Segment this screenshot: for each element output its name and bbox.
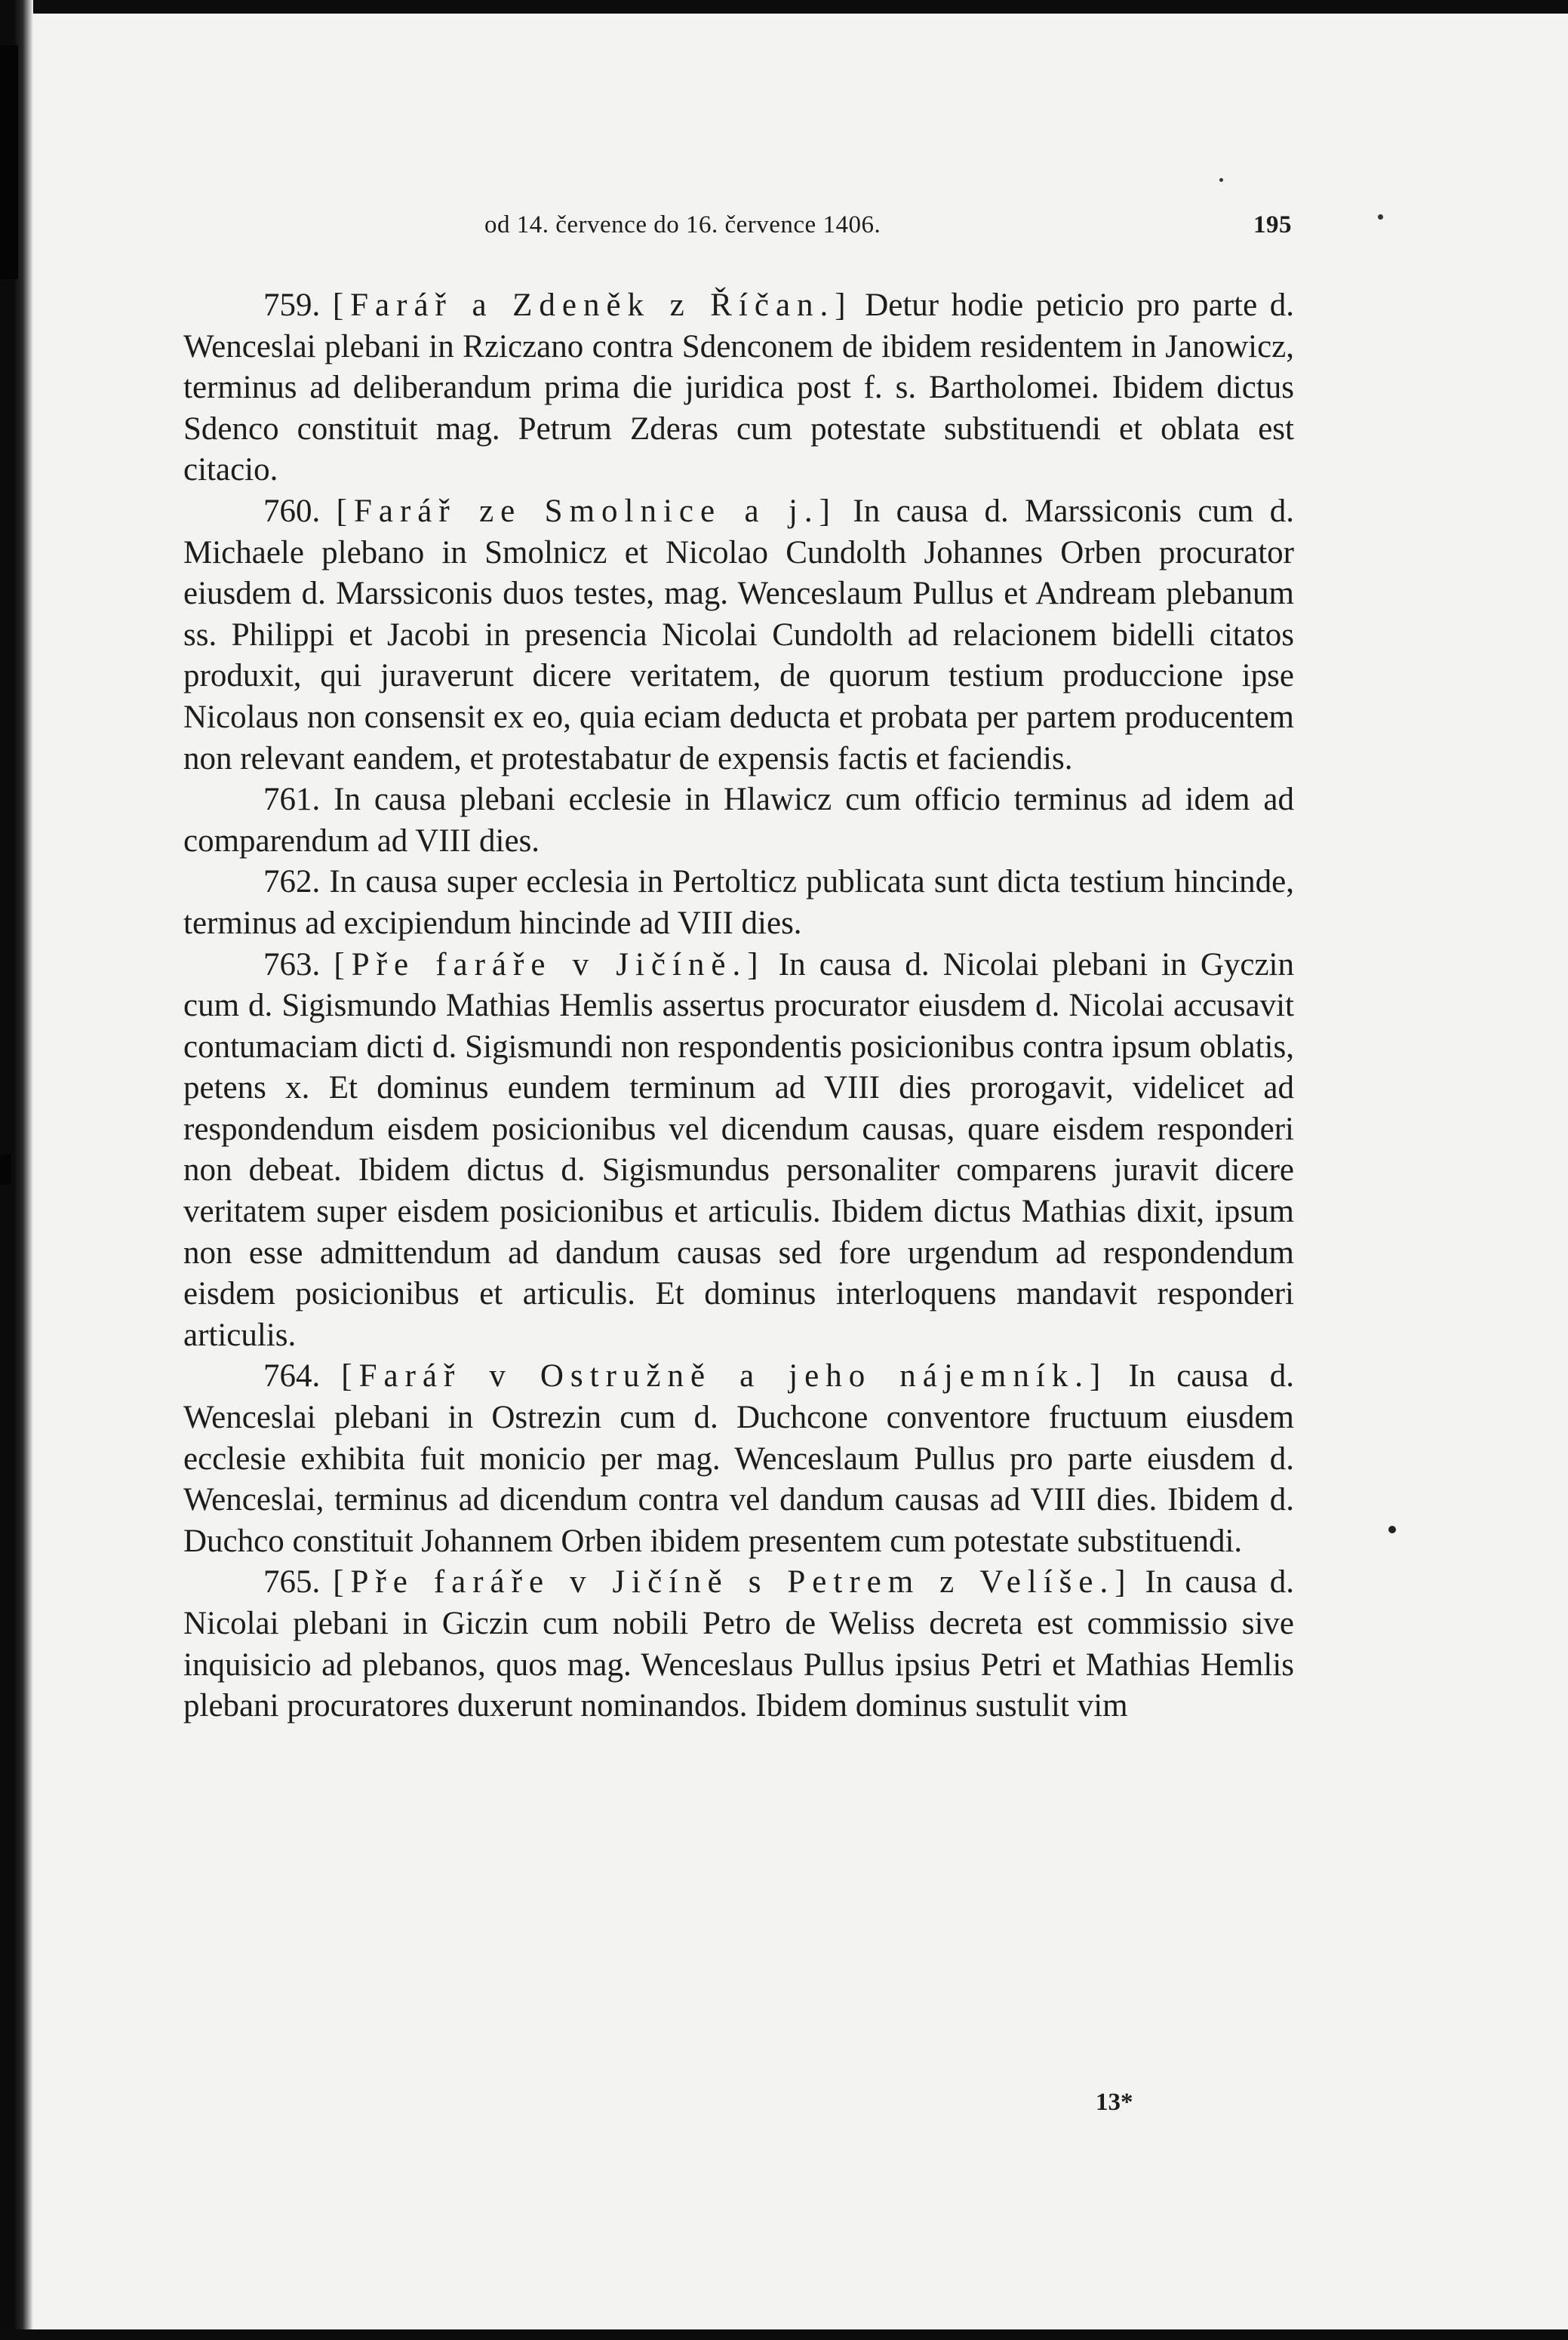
- main-text: [183, 285, 1294, 1727]
- scan-speck: [1378, 214, 1383, 220]
- entry-text: In causa d. Wenceslai plebani in Ostrezin cum d. Duchcone conventore fructuum eiusdem ecclesie exhibita fuit monicio per mag. Wenceslaum Pullus pro parte eiusdem d. Wenceslai, terminus ad dicendum contra vel dandum causas ad VIII dies. Ibidem d. Duchco constituit Johannem Orben ibidem presentem cum potestate substituendi.: [183, 1358, 1295, 1559]
- entry-number: 763.: [263, 946, 321, 982]
- signature-mark: 13*: [1096, 2089, 1133, 2116]
- scan-speck: [1388, 1526, 1396, 1533]
- entry-number: 759.: [263, 288, 321, 323]
- scan-binding-mark: [0, 1155, 11, 1185]
- entry-text: In causa super ecclesia in Pertolticz publicata sunt dicta testium hincinde, terminus ad excipiendum hincinde ad VIII dies.: [183, 864, 1295, 941]
- entry-765: [183, 1562, 1294, 1727]
- page-number: 195: [1253, 211, 1292, 238]
- entry-heading: [Pře faráře v Jičíně s Petrem z Velíše.]: [333, 1564, 1133, 1600]
- entry-number: 764.: [263, 1358, 321, 1394]
- entry-759: [183, 285, 1294, 491]
- entry-764: [183, 1356, 1294, 1562]
- entry-763: [183, 945, 1294, 1357]
- entry-number: 761.: [263, 782, 321, 818]
- entry-heading: [Farář v Ostružně a jeho nájemník.]: [341, 1358, 1108, 1394]
- running-head: [453, 210, 1298, 240]
- entry-text: In causa plebani ecclesie in Hlawicz cum officio terminus ad idem ad comparendum ad VIII dies.: [183, 782, 1294, 859]
- entry-heading: [Pře faráře v Jičíně.]: [334, 946, 765, 982]
- running-head-title: od 14. července do 16. července 1406.: [484, 211, 881, 238]
- entry-text: Detur hodie peticio pro parte d. Wenceslai plebani in Rziczano contra Sdenconem de ibidem residentem in Janowicz, terminus ad deliberandum prima die juridica post f. s. Bartholomei. Ibidem dictus Sdenco constituit mag. Petrum Zderas cum potestate substituendi et oblata est citacio.: [183, 288, 1294, 488]
- scan-border-top: [0, 0, 1568, 14]
- scan-binding-shadow: [0, 45, 18, 279]
- entry-heading: [Farář a Zdeněk z Říčan.]: [332, 288, 853, 323]
- scan-speck: [1219, 178, 1223, 182]
- entry-760: [183, 491, 1294, 779]
- entry-762: [183, 862, 1294, 944]
- scan-border-bottom: [0, 2329, 1568, 2340]
- entry-text: In causa d. Nicolai plebani in Gyczin cum d. Sigismundo Mathias Hemlis assertus procurator eiusdem d. Nicolai accusavit contumaciam dicti d. Sigismundi non respondentis posicionibus contra ipsum oblatis, petens x. Et dominus eundem terminum ad VIII dies prorogavit, videlicet ad respondendum eisdem posicionibus vel dicendum causas, quare eisdem responderi non debeat. Ibidem dictus d. Sigismundus personaliter comparens juravit dicere veritatem super eisdem posicionibus et articulis. Ibidem dictus Mathias dixit, ipsum non esse admittendum ad dandum causas sed fore urgendum ad respondendum eisdem posicionibus et articulis. Et dominus interloquens mandavit responderi articulis.: [183, 946, 1294, 1353]
- entry-heading: [Farář ze Smolnice a j.]: [336, 493, 837, 529]
- entry-761: [183, 779, 1294, 862]
- entry-text: In causa d. Nicolai plebani in Giczin cum nobili Petro de Weliss decreta est commissio sive inquisicio ad plebanos, quos mag. Wenceslaus Pullus ipsius Petri et Mathias Hemlis plebani procuratores duxerunt nominandos. Ibidem dominus sustulit vim: [183, 1564, 1295, 1724]
- entry-number: 760.: [263, 493, 321, 529]
- entry-text: In causa d. Marssiconis cum d. Michaele plebano in Smolnicz et Nicolao Cundolth Johannes Orben procurator eiusdem d. Marssiconis duos testes, mag. Wenceslaum Pullus et Andream plebanum ss. Philippi et Jacobi in presencia Nicolai Cundolth ad relacionem bidelli citatos produxit, qui juraverunt dicere veritatem, de quorum testium produccione ipse Nicolaus non consensit ex eo, quia eciam deducta et probata per partem producentem non relevant eandem, et protestabatur de expensis factis et faciendis.: [183, 493, 1295, 776]
- entry-number: 762.: [263, 864, 321, 900]
- entry-number: 765.: [263, 1564, 321, 1600]
